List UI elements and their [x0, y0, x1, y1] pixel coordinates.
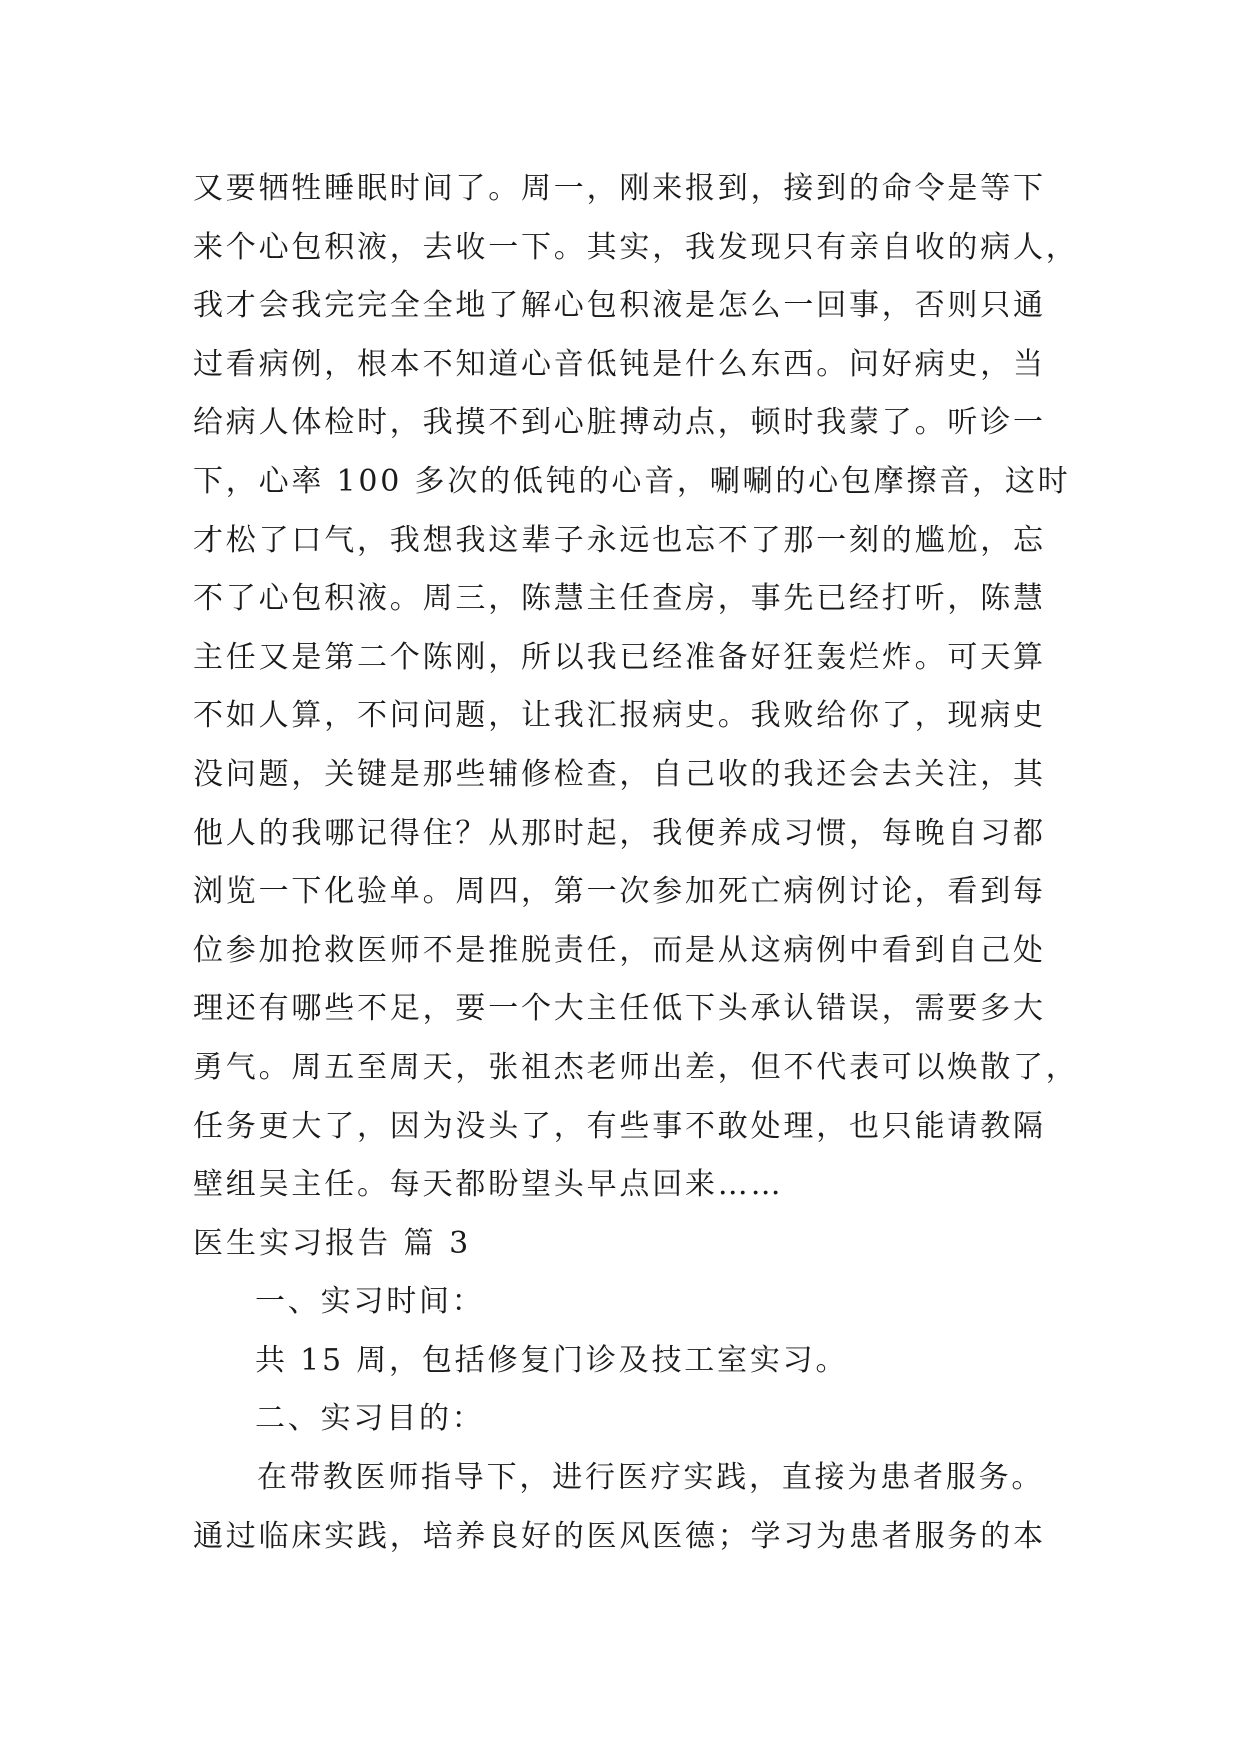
paragraph-line: 来个心包积液，去收一下。其实，我发现只有亲自收的病人， [193, 229, 1079, 265]
paragraph-line: 不如人算，不问问题，让我汇报病史。我败给你了，现病史 [193, 698, 1046, 734]
paragraph-line: 主任又是第二个陈刚，所以我已经准备好狂轰烂炸。可天算 [193, 639, 1046, 675]
paragraph-line: 没问题，关键是那些辅修检查，自己收的我还会去关注，其 [193, 756, 1046, 792]
paragraph-line: 又要牺牲睡眠时间了。周一，刚来报到，接到的命令是等下 [193, 171, 1046, 206]
document-page [193, 160, 1079, 1566]
item-text: 在带教医师指导下，进行医疗实践，直接为患者服务。 [257, 1460, 1045, 1496]
paragraph-line: 下，心率 100 多次的低钝的心音，唰唰的心包摩擦音，这时 [193, 463, 1071, 499]
item-heading: 二、实习目的： [255, 1401, 485, 1437]
paragraph-line: 过看病例，根本不知道心音低钝是什么东西。问好病史，当 [193, 346, 1046, 382]
paragraph-line: 勇气。周五至周天，张祖杰老师出差，但不代表可以焕散了， [193, 1049, 1079, 1085]
paragraph-line: 不了心包积液。周三，陈慧主任查房，事先已经打听，陈慧 [193, 581, 1046, 617]
paragraph-line: 给病人体检时，我摸不到心脏搏动点，顿时我蒙了。听诊一 [193, 405, 1046, 441]
section-title: 医生实习报告 篇 3 [193, 1225, 472, 1261]
paragraph-line: 壁组吴主任。每天都盼望头早点回来…… [193, 1167, 784, 1203]
paragraph-line: 浏览一下化验单。周四，第一次参加死亡病例讨论，看到每 [193, 874, 1046, 910]
item-text: 通过临床实践，培养良好的医风医德；学习为患者服务的本 [193, 1518, 1046, 1554]
paragraph-line: 我才会我完完全全地了解心包积液是怎么一回事，否则只通 [193, 288, 1046, 324]
paragraph-line: 位参加抢救医师不是推脱责任，而是从这病例中看到自己处 [193, 932, 1046, 968]
paragraph-line: 理还有哪些不足，要一个大主任低下头承认错误，需要多大 [193, 991, 1046, 1027]
item-heading: 一、实习时间： [255, 1284, 485, 1320]
paragraph-line: 他人的我哪记得住？从那时起，我便养成习惯，每晚自习都 [193, 815, 1046, 851]
paragraph-line: 才松了口气，我想我这辈子永远也忘不了那一刻的尴尬，忘 [193, 522, 1046, 558]
paragraph-line: 任务更大了，因为没头了，有些事不敢处理，也只能请教隔 [193, 1108, 1046, 1144]
item-text: 共 15 周，包括修复门诊及技工室实习。 [255, 1342, 849, 1378]
